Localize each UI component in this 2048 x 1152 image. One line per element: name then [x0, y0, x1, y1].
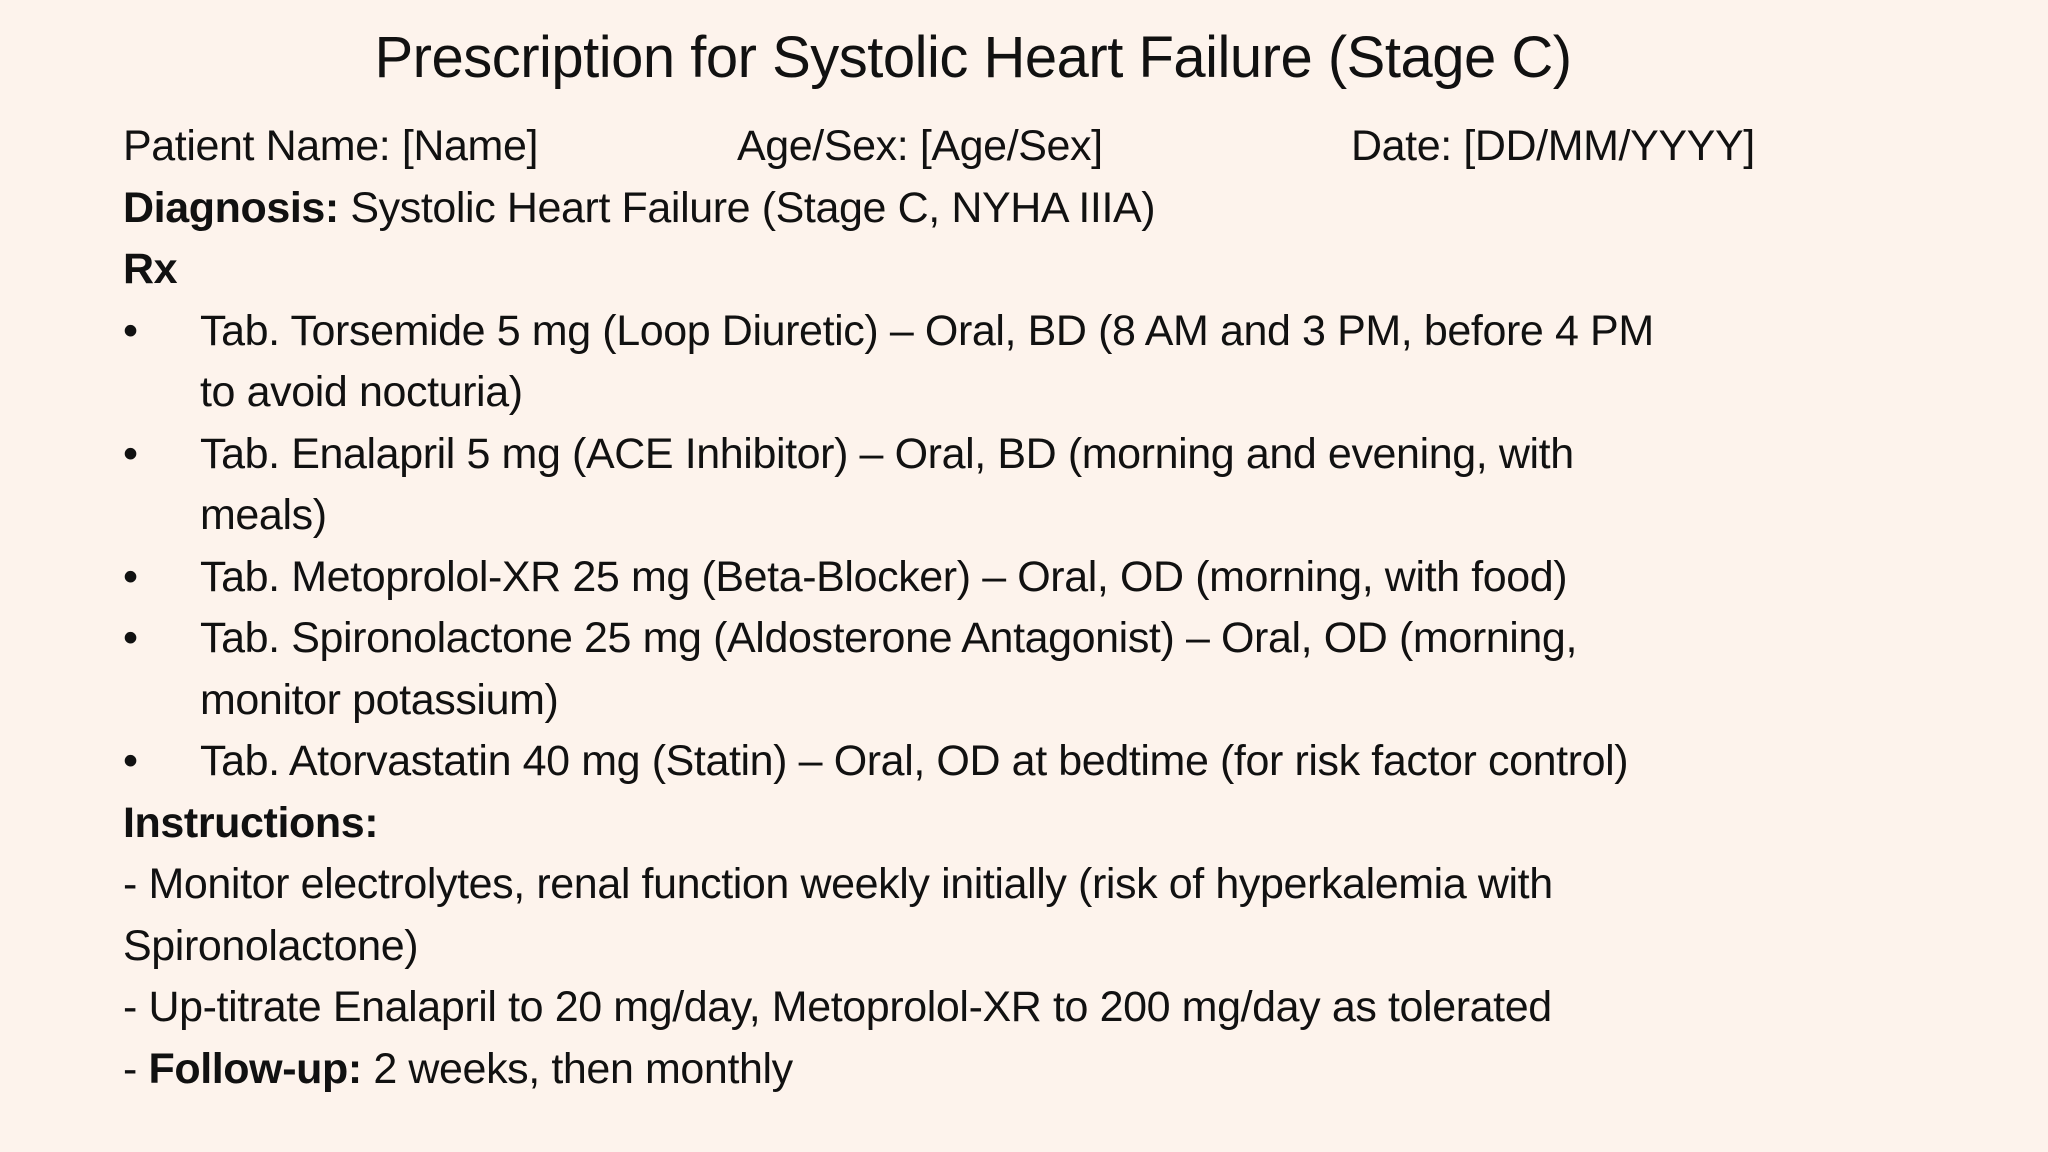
slide-title: Prescription for Systolic Heart Failure (Stage C) — [374, 25, 1572, 90]
instruction-monitor-continued: Spironolactone) — [123, 921, 419, 970]
medication-text: Tab. Atorvastatin 40 mg (Statin) – Oral, OD at bedtime (for risk factor control) — [200, 737, 1629, 785]
bullet-glyph: • — [123, 306, 138, 355]
medication-list — [123, 301, 1823, 793]
patient-age-sex: Age/Sex: [Age/Sex] — [737, 122, 1103, 170]
prescription-date: Date: [DD/MM/YYYY] — [1351, 122, 1755, 170]
rx-heading: Rx — [123, 245, 178, 293]
patient-info-row — [123, 116, 1823, 178]
medication-item-atorvastatin — [123, 731, 1823, 793]
follow-up-label: Follow-up: — [148, 1044, 362, 1093]
medication-text: Tab. Spironolactone 25 mg (Aldosterone Antagonist) – Oral, OD (morning, — [200, 614, 1577, 662]
medication-item-torsemide — [123, 301, 1823, 424]
diagnosis-line — [123, 178, 1823, 240]
instruction-uptitrate: - Up-titrate Enalapril to 20 mg/day, Metoprolol-XR to 200 mg/day as tolerated — [123, 983, 1552, 1031]
patient-name: Patient Name: [Name] — [123, 122, 539, 170]
bullet-glyph: • — [123, 737, 138, 785]
diagnosis-label: Diagnosis: — [123, 183, 339, 232]
diagnosis-value: Systolic Heart Failure (Stage C, NYHA IIIA) — [338, 183, 1156, 232]
bullet-glyph: • — [123, 429, 138, 478]
medication-text: Tab. Metoprolol-XR 25 mg (Beta-Blocker) – Oral, OD (morning, with food) — [200, 552, 1568, 601]
instruction-follow-up — [123, 1039, 1823, 1101]
follow-up-prefix: - — [123, 1044, 149, 1093]
follow-up-value: 2 weeks, then monthly — [361, 1044, 793, 1093]
medication-text: Tab. Torsemide 5 mg (Loop Diuretic) – Oral, BD (8 AM and 3 PM, before 4 PM — [200, 306, 1654, 355]
bullet-glyph: • — [123, 614, 138, 662]
prescription-body — [123, 116, 1823, 1100]
bullet-glyph: • — [123, 552, 138, 601]
medication-item-enalapril — [123, 424, 1823, 547]
medication-item-metoprolol — [123, 547, 1823, 609]
medication-text-continued: meals) — [200, 491, 327, 539]
medication-text-continued: monitor potassium) — [200, 675, 559, 724]
medication-item-spironolactone — [123, 608, 1823, 731]
instruction-monitor: - Monitor electrolytes, renal function weekly initially (risk of hyperkalemia with — [123, 860, 1553, 908]
medication-text: Tab. Enalapril 5 mg (ACE Inhibitor) – Oral, BD (morning and evening, with — [200, 429, 1574, 478]
instructions-heading: Instructions: — [123, 798, 379, 847]
medication-text-continued: to avoid nocturia) — [200, 368, 523, 416]
